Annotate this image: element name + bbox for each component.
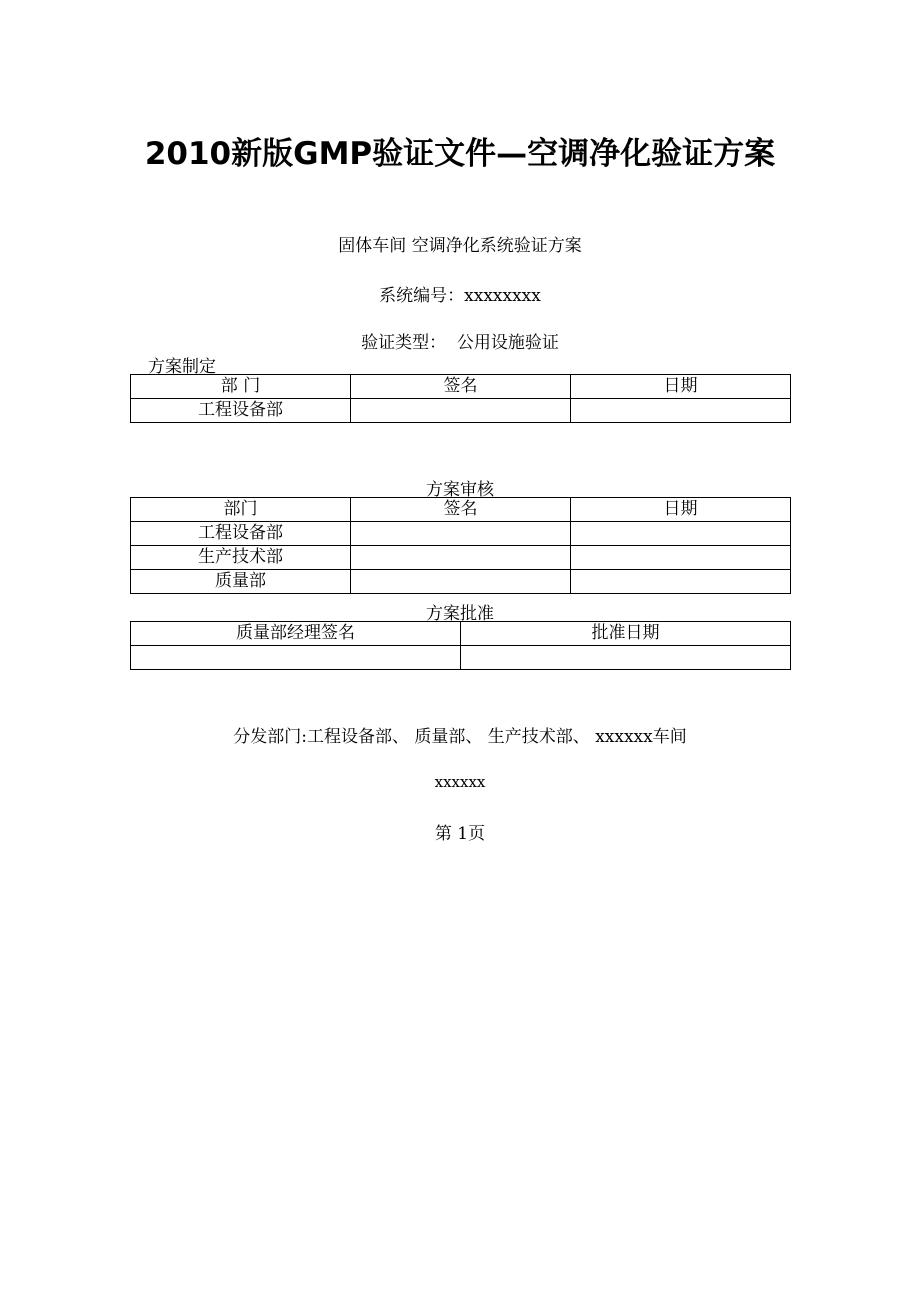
validation-type-value: 公用设施验证 [456, 333, 559, 353]
cell-signature [351, 399, 571, 423]
table-header-row [131, 375, 791, 399]
document-subtitle: 固体车间 空调净化系统验证方案 [338, 236, 582, 256]
system-number-value: xxxxxxxx [464, 286, 541, 306]
header-approval-date: 批准日期 [461, 622, 791, 646]
table-header-row [131, 498, 791, 522]
cell-department: 工程设备部 [131, 399, 351, 423]
table-row [131, 646, 791, 670]
footer-code: xxxxxx [434, 773, 486, 791]
validation-type-line [0, 328, 920, 353]
cell-department: 质量部 [131, 570, 351, 594]
header-department: 部门 [131, 498, 351, 522]
table-row [131, 399, 791, 423]
page-number: 第 1页 [434, 824, 486, 844]
cell-manager-signature [131, 646, 461, 670]
plan-making-table [130, 374, 791, 423]
header-manager-signature: 质量部经理签名 [131, 622, 461, 646]
validation-type-label: 验证类型： [361, 333, 447, 353]
cell-department: 工程设备部 [131, 522, 351, 546]
system-number-label: 系统编号： [379, 286, 465, 306]
plan-review-table [130, 497, 791, 594]
plan-review-heading: 方案审核 [426, 480, 494, 500]
header-date: 日期 [571, 375, 791, 399]
distribution-line: 分发部门:工程设备部、 质量部、 生产技术部、 xxxxxx车间 [233, 727, 687, 747]
table-row [131, 522, 791, 546]
plan-making-heading: 方案制定 [148, 357, 216, 377]
header-signature: 签名 [351, 498, 571, 522]
cell-date [571, 546, 791, 570]
cell-date [571, 570, 791, 594]
cell-approval-date [461, 646, 791, 670]
cell-department: 生产技术部 [131, 546, 351, 570]
document-title: 2010新版GMP验证文件—空调净化验证方案 [144, 136, 776, 172]
cell-date [571, 522, 791, 546]
cell-date [571, 399, 791, 423]
cell-signature [351, 546, 571, 570]
cell-signature [351, 522, 571, 546]
header-date: 日期 [571, 498, 791, 522]
table-row [131, 570, 791, 594]
header-signature: 签名 [351, 375, 571, 399]
plan-approval-heading: 方案批准 [426, 604, 494, 624]
system-number-line [0, 281, 920, 306]
header-department: 部 门 [131, 375, 351, 399]
table-row [131, 546, 791, 570]
cell-signature [351, 570, 571, 594]
table-header-row [131, 622, 791, 646]
plan-approval-table [130, 621, 791, 670]
